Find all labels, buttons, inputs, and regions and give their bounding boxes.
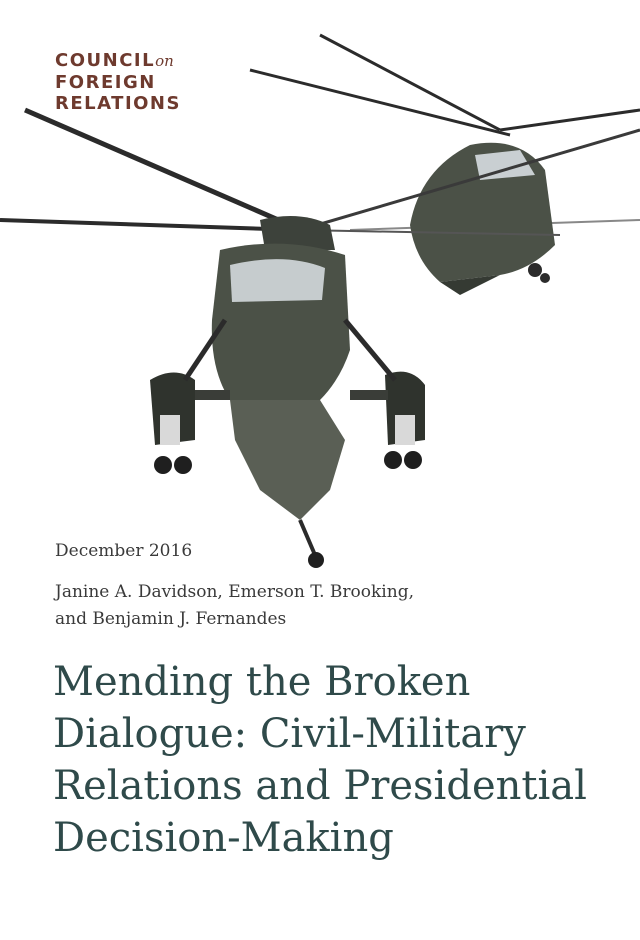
helicopters-photo xyxy=(0,20,640,590)
authors-line-2: and Benjamin J. Fernandes xyxy=(55,609,287,629)
logo-line-1: COUNCIL xyxy=(55,50,156,71)
report-title xyxy=(53,656,633,864)
logo-line-3: RELATIONS xyxy=(55,93,181,114)
title-line-1: Mending the Broken xyxy=(53,659,471,705)
title-line-4: Decision-Making xyxy=(53,815,394,861)
logo-line-2: FOREIGN xyxy=(55,72,156,93)
authors-line-1: Janine A. Davidson, Emerson T. Brooking, xyxy=(55,582,414,602)
publication-date: December 2016 xyxy=(55,541,193,561)
logo-line-1-suffix: on xyxy=(155,52,174,70)
title-line-3: Relations and Presidential xyxy=(53,763,587,809)
title-line-2: Dialogue: Civil-Military xyxy=(53,711,526,757)
authors xyxy=(55,579,414,633)
